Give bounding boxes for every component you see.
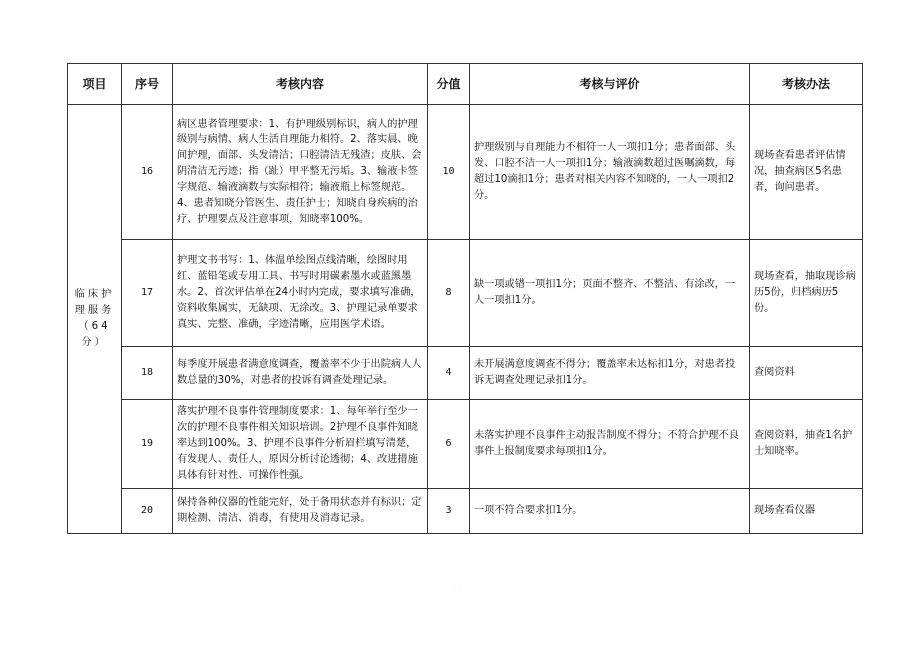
- seq-cell: 20: [122, 489, 173, 534]
- page-mark: · · ·: [451, 587, 461, 594]
- method-cell: 现场查看，抽取现诊病历5份，归档病历5份。: [750, 240, 863, 347]
- evaluation-cell: 缺一项或错一项扣1分；页面不整齐、不整洁、有涂改，一人一项扣1分。: [470, 240, 750, 347]
- method-cell: 查阅资料: [750, 347, 863, 400]
- evaluation-cell: 护理级别与自理能力不相符一人一项扣1分；患者面部、头发、口腔不洁一人一项扣1分；输液滴数超过医嘱滴数，每超过10滴扣1分；患者对相关内容不知晓的，一人一项扣2分。: [470, 105, 750, 240]
- project-cell: 临床护理服务（64分）: [68, 105, 122, 534]
- evaluation-cell: 未开展满意度调查不得分；覆盖率未达标扣1分，对患者投诉无调查处理记录扣1分。: [470, 347, 750, 400]
- header-evaluation: 考核与评价: [470, 64, 750, 105]
- method-cell: 查阅资料，抽查1名护士知晓率。: [750, 400, 863, 489]
- method-cell: 现场查看仪器: [750, 489, 863, 534]
- content-cell: 病区患者管理要求：1、有护理级别标识，病人的护理级别与病情、病人生活自理能力相符。2、落实晨、晚间护理，面部、头发清洁；口腔清洁无残渣；皮肤、会阴清洁无污迹；指（趾）甲平整无污垢。3、输液卡签字规范、输液滴数与实际相符；输液瓶上标签规范。4、患者知晓分管医生、责任护士；知晓自身疾病的治疗、护理要点及注意事项，知晓率100%。: [173, 105, 428, 240]
- evaluation-cell: 未落实护理不良事件主动报告制度不得分；不符合护理不良事件上报制度要求每项扣1分。: [470, 400, 750, 489]
- header-score: 分值: [428, 64, 470, 105]
- header-method: 考核办法: [750, 64, 863, 105]
- score-cell: 8: [428, 240, 470, 347]
- score-cell: 6: [428, 400, 470, 489]
- header-seq: 序号: [122, 64, 173, 105]
- seq-cell: 19: [122, 400, 173, 489]
- content-cell: 每季度开展患者满意度调查，覆盖率不少于出院病人人数总量的30%，对患者的投诉有调查处理记录。: [173, 347, 428, 400]
- content-cell: 护理文书书写：1、体温单绘图点线清晰，绘图时用红、蓝铅笔或专用工具、书写时用碳素墨水或蓝黑墨水。2、首次评估单在24小时内完成，要求填写准确，资料收集属实，无缺项、无涂改。3、护理记录单要求真实、完整、准确，字迹清晰，应用医学术语。: [173, 240, 428, 347]
- method-cell: 现场查看患者评估情况，抽查病区5名患者，询问患者。: [750, 105, 863, 240]
- table-row: [68, 489, 863, 534]
- score-cell: 3: [428, 489, 470, 534]
- seq-cell: 18: [122, 347, 173, 400]
- score-cell: 10: [428, 105, 470, 240]
- table-row: [68, 105, 863, 240]
- assessment-table: [67, 63, 863, 534]
- evaluation-cell: 一项不符合要求扣1分。: [470, 489, 750, 534]
- header-content: 考核内容: [173, 64, 428, 105]
- table-row: [68, 347, 863, 400]
- content-cell: 保持各种仪器的性能完好，处于备用状态并有标识；定期检测、清洁、消毒，有使用及消毒记录。: [173, 489, 428, 534]
- score-cell: 4: [428, 347, 470, 400]
- seq-cell: 16: [122, 105, 173, 240]
- seq-cell: 17: [122, 240, 173, 347]
- table-row: [68, 400, 863, 489]
- content-cell: 落实护理不良事件管理制度要求：1、每年举行至少一次的护理不良事件相关知识培训。2护理不良事件知晓率达到100%。3、护理不良事件分析眉栏填写清楚，有发现人、责任人，原因分析讨论透彻；4、改进措施具体有针对性、可操作性强。: [173, 400, 428, 489]
- header-project: 项目: [68, 64, 122, 105]
- table-row: [68, 240, 863, 347]
- table-header-row: [68, 64, 863, 105]
